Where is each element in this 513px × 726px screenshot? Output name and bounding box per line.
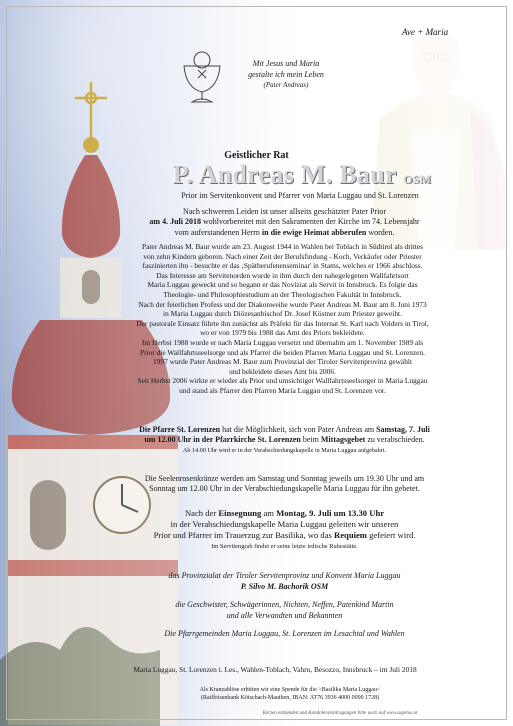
bio-line: Das Interesse am Servitenorden wurde in ihm durch den nahegelegenen Wallfahrtsort	[156, 270, 409, 280]
role-line: Prior im Servitenkonvent und Pfarrer von Maria Luggau und St. Lorenzen	[181, 191, 419, 200]
burial-text-3: Prior und Pfarrer im Trauerzug zur Basilika, wo das	[153, 530, 335, 540]
death-announcement	[92, 207, 477, 238]
announcement-line-3a: vom auferstandenen Herrn	[174, 227, 262, 237]
farewell-date: Samstag, 7. Juli	[376, 425, 430, 434]
bio-line: Nach der feierlichen Profess und der Diakonweihe wurde Pater Andreas M. Baur am 8. Juni 1973	[138, 299, 427, 309]
farewell-notice	[92, 425, 477, 456]
bio-line: Im Herbst 1988 wurde er nach Maria Luggau versetzt und übernahm am 1. November 1989 als	[141, 337, 424, 347]
motto-author: (Pater Andreas)	[263, 81, 309, 89]
honorific-title: Geistlicher Rat	[224, 150, 289, 161]
parish-name: Die Pfarre St. Lorenzen	[139, 425, 221, 434]
blessing: Einsegnung	[218, 508, 262, 518]
bio-line: und stand als Pfarrer den Pfarren Maria Luggau und St. Lorenzen vor.	[179, 385, 386, 395]
rosary-line-1: Die Seelenrosenkränze werden am Samstag und Sonntag jeweils um 19.30 Uhr und am	[144, 474, 425, 483]
farewell-text: hat die Möglichkeit, sich von Pater Andreas am	[220, 425, 377, 434]
deceased-name	[122, 160, 482, 190]
burial-line-3	[92, 530, 477, 541]
mourners-family	[92, 600, 477, 621]
bio-line: faszinierten ihn - besuchte er das ‚Spätberufenenseminar' in Stams, welches er 1966 abschloss.	[142, 261, 423, 271]
death-date: am 4. Juli 2018	[149, 217, 201, 227]
burial-text-4: gefeiert wird.	[366, 530, 416, 540]
bio-line: 1997 wurde Pater Andreas M. Baur zum Provinzial der Tiroler Servitenprovinz gewählt	[152, 357, 413, 367]
motto-line-2: gestalte ich mein Leben	[248, 70, 324, 79]
mourners-line-4: und alle Verwandten und Bekannten	[226, 610, 343, 620]
announcement-line-2-text: wohlvorbereitet mit den Sakramenten der Kirche im 74. Lebensjahr	[200, 217, 420, 227]
announcement-line-3	[92, 228, 477, 238]
order-suffix: OSM	[403, 172, 432, 186]
mourners-line-1: das Provinzialat der Tiroler Servitenprovinz und Konvent Maria Luggau	[168, 571, 401, 580]
bio-line: Der pastorale Einsatz führte ihn zunächst als Präfekt für das Internat St. Karl nach Volders in Tirol,	[136, 318, 429, 328]
footer-note: Kerzen entzünden und Kondolenzeintragungen bitte auch auf www.aspetos.at	[262, 711, 418, 716]
announcement-line-3b: in die ewige Heimat abberufen	[261, 227, 367, 237]
burial-line-1	[92, 508, 477, 519]
rosary-notice	[92, 474, 477, 495]
provincial-name: P. Silvo M. Bachorik OSM	[240, 581, 329, 591]
farewell-prayer: Mittagsgebet	[320, 435, 366, 445]
bio-line: Prior die Wallfahrtsseelsorge und als Pfarrer die beiden Pfarren Maria Luggau und St. Lorenzen.	[139, 347, 426, 357]
ave-maria-heading: Ave + Maria	[402, 27, 449, 37]
donation-line-1: Als Kranzablöse erbitten wir eine Spende für die >Basilika Maria Luggau<	[199, 687, 381, 693]
mourners-line-3: die Geschwister, Schwägerinnen, Nichten, Neffen, Patenkind Martin	[175, 600, 394, 609]
name-text: P. Andreas M. Baur	[172, 160, 397, 189]
biography	[85, 242, 480, 396]
announcement-line-1: Nach schwerem Leiden ist unser allseits geschätzter Pater Prior	[182, 207, 387, 216]
farewell-line-2	[92, 435, 477, 445]
donation-notice	[150, 687, 430, 702]
burial-notice	[92, 508, 477, 552]
bio-line: Maria Luggau geweckt und so begann er das Noviziat als Servit in Innsbruck. Es folgte das	[147, 280, 418, 290]
place-date: Maria Luggau, St. Lorenzen i. Les., Wahlen-Toblach, Vahrn, Besozzo, Innsbruck – im Juli 2018	[133, 665, 417, 674]
announcement-line-2	[92, 217, 477, 227]
burial-text: Nach der	[184, 508, 219, 518]
farewell-text-3: zu verabschieden.	[365, 435, 425, 445]
mourners-parishes: Die Pfarrgemeinden Maria Luggau, St. Lorenzen im Lesachtal und Wahlen	[164, 629, 405, 638]
bio-line: in Maria Luggau durch Diözesanbischof Dr. Josef Köstner zum Priester geweiht.	[163, 309, 402, 319]
motto	[238, 58, 334, 91]
bio-line: Theologie- und Philosophiestudium an der Theologischen Fakultät in Innsbruck.	[163, 289, 402, 299]
bio-line: von zehn Kindern geboren. Nach einer Zeit der Berufsfindung - Koch, Verkäufer oder Priester	[143, 251, 422, 261]
mourners-line-2	[92, 582, 477, 593]
farewell-time-place: um 12.00 Uhr in der Pfarrkirche St. Lorenzen	[144, 435, 301, 445]
motto-line-1: Mit Jesus und Maria	[252, 59, 320, 68]
mourners-province	[92, 571, 477, 592]
bio-line: und bekleidete dieses Amt bis 2006.	[229, 366, 336, 376]
farewell-line-1	[92, 425, 477, 435]
donation-line-2: (Raiffeisenbank Kötschach-Mauthen, IBAN: AT76 3936 4000 0090 1728)	[200, 694, 380, 701]
burial-date: Montag, 9. Juli um 13.30 Uhr	[276, 508, 385, 518]
rosary-line-2: Sonntag um 12.00 Uhr in der Verabschiedungskapelle Maria Luggau für ihn gebetet.	[149, 484, 420, 494]
farewell-text-2: beim	[300, 435, 321, 445]
burial-text-2: am	[261, 508, 277, 518]
bio-line: Seit Herbst 2006 wirkte er wieder als Prior und umsichtiger Wallfahrtsseelsorger in Maria Luggau	[137, 376, 428, 386]
burial-line-2: in der Verabschiedungskapelle Maria Luggau geleiten wir unseren	[170, 519, 399, 529]
burial-note: Im Servitengrab findet er seine letzte irdische Ruhestätte.	[211, 543, 358, 550]
requiem: Requiem	[334, 530, 367, 540]
bio-line: wo er von 1979 bis 1988 das Amt des Priors bekleidete.	[200, 328, 365, 338]
farewell-note: Ab 14.00 Uhr wird er in der Verabschiedungskapelle in Maria Luggau aufgebahrt.	[182, 446, 387, 454]
announcement-line-3c: worden.	[366, 227, 395, 237]
bio-line: Pater Andreas M. Baur wurde am 23. August 1944 in Wahlen bei Toblach in Südtirol als drittes	[141, 242, 424, 251]
